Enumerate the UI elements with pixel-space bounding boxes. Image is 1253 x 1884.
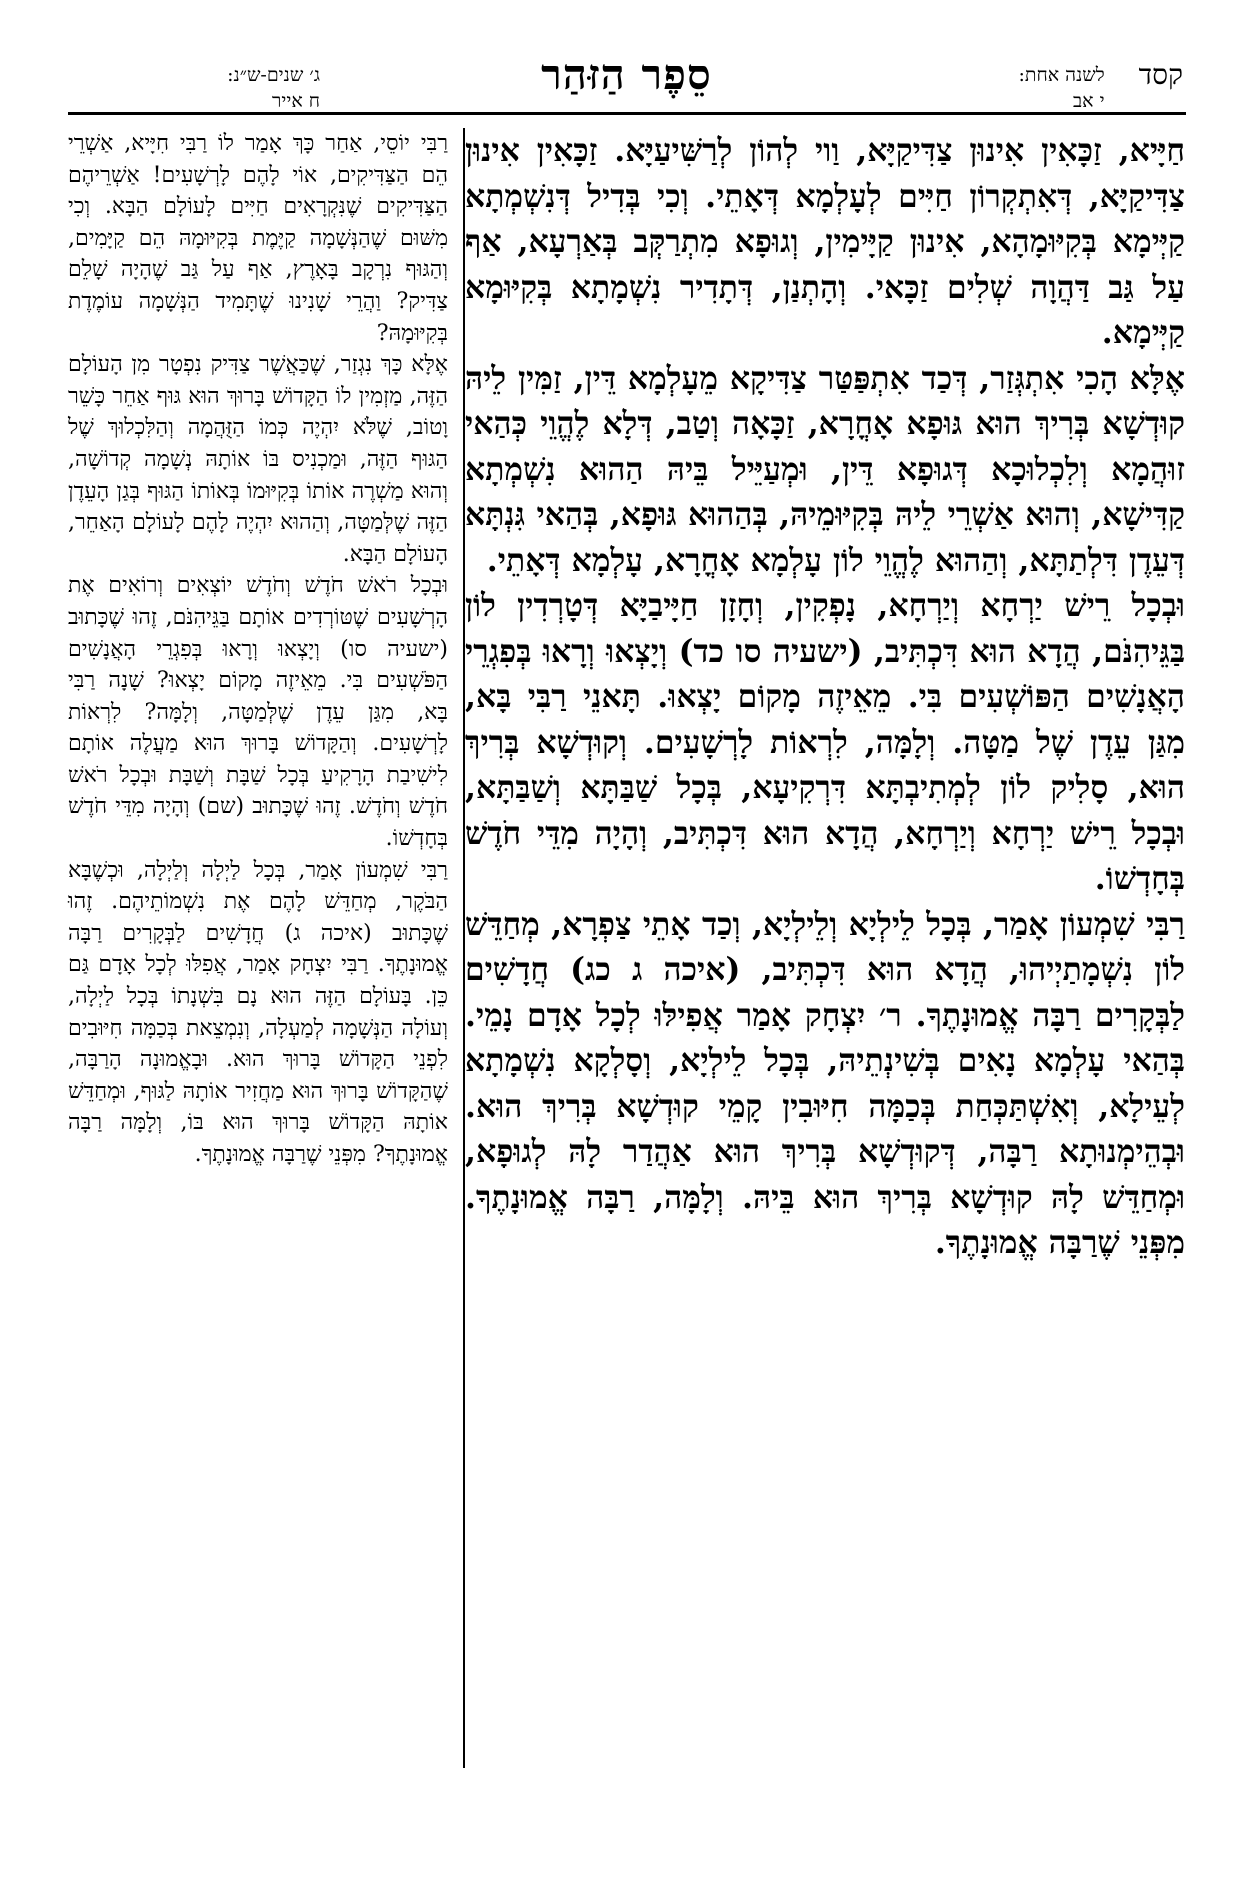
main-paragraph-1: חַיָּיא, זַכָּאִין אִינוּן צַדִּיקַיָּא, וַוי לְהוֹן לְרַשִּׁיעַיָּא. זַכָּאִין אִינוּן צַדִּיקַיָּא, דְּאִתְקְרוֹן חַיִּים לְעָלְמָא דְּאָתֵי. וְכִי בְּדִיל דְּנִשְׁמְתָא קַיְּימָא בְּקִיּוּמָהָא, אִינוּן קַיָּימִין, וְגוּפָא מִתְרַקְּב בְּאַרְעָא, אַף עַל גַּב דַּהֲוָה שְׁלִים זַכָּאי. וְהָתְנַן, דְּתָדִיר נִשְׁמָתָא בְּקִיּוּמָא קַיְּימָא.	[465, 132, 1185, 351]
side-paragraph-1: רַבִּי יוֹסֵי, אַחַר כָּךְ אָמַר לוֹ רַבִּי חִיָּיא, אַשְׁרֵי הֵם הַצַּדִּיקִים, אוֹי לָהֶם לָרְשָׁעִים! אַשְׁרֵיהֶם הַצַּדִּיקִים שֶׁנִּקְרָאִים חַיִּים לָעוֹלָם הַבָּא. וְכִי מִשּׁוּם שֶׁהַנְּשָׁמָה קַיֶּמֶת בְּקִיּוּמָהּ הֵם קַיָּמִים, וְהַגּוּף נִרְקָב בָּאָרֶץ, אַף עַל גַּב שֶׁהָיָה שָׁלֵם צַדִּיק? וַהֲרֵי שָׁנִינוּ שֶׁתָּמִיד הַנְּשָׁמָה עוֹמֶדֶת בְּקִיּוּמָהּ?	[68, 131, 448, 346]
page-title: סֵפֶר הַזּהַר	[541, 50, 712, 99]
side-paragraph-4: רַבִּי שִׁמְעוֹן אָמַר, בְּכָל לַיְלָה וְלַיְלָה, וּכְשֶׁבָּא הַבֹּקֶר, מְחַדֵּשׁ לָהֶם אֶת נִשְׁמוֹתֵיהֶם. זֶהוּ שֶׁכָּתוּב (איכה ג) חֲדָשִׁים לַבְּקָרִים רַבָּה אֱמוּנָתֶךָ. רַבִּי יִצְחָק אָמַר, אֲפִלּוּ לְכָל אָדָם גַּם כֵּן. בָּעוֹלָם הַזֶּה הוּא נָם בִּשְׁנָתוֹ בְּכָל לַיְלָה, וְעוֹלָה הַנְּשָׁמָה לְמַעְלָה, וְנִמְצֵאת בְּכַמָּה חִיּוּבִים לִפְנֵי הַקָּדוֹשׁ בָּרוּךְ הוּא. וּבָאֱמוּנָה הָרַבָּה, שֶׁהַקָּדוֹשׁ בָּרוּךְ הוּא מַחֲזִיר אוֹתָהּ לַגּוּף, וּמְחַדֵּשׁ אוֹתָהּ הַקָּדוֹשׁ בָּרוּךְ הוּא בּוֹ, וְלָמָּה רַבָּה אֱמוּנָתֶךָ? מִפְּנֵי שֶׁרַבָּה אֱמוּנָתֶךָ.	[68, 857, 448, 1167]
header-left-line2: ח אייר	[272, 90, 320, 112]
main-paragraph-3: וּבְכָל רֵישׁ יַרְחָא וְיַרְחָא, נָפְקִין, וְחָזָן חַיָּיבַיָּא דְּטָרְדִין לוֹן בַּגֵּיהִנֹּם, הֲדָא הוּא דִּכְתִּיב, (ישעיה סו כד) וְיָצְאוּ וְרָאוּ בְּפִגְרֵי הָאֲנָשִׁים הַפּוֹשְׁעִים בִּי. מֵאֵיזֶה מָקוֹם יָצְאוּ. תָּאנֵי רַבִּי בָּא, מִגַּן עֵדֶן שֶׁל מַטָּה. וְלָמָּה, לִרְאוֹת לָרְשָׁעִים. וְקוּדְשָׁא בְּרִיךְ הוּא, סָלִיק לוֹן לְמְתִיבְתָּא דִּרְקִיעָא, בְּכָל שַׁבַּתָּא וְשַׁבַּתָּא, וּבְכָל רֵישׁ יַרְחָא וְיַרְחָא, הֲדָא הוּא דִּכְתִּיב, וְהָיָה מִדֵּי חֹדֶשׁ בְּחָדְשׁוֹ.	[465, 587, 1185, 897]
main-paragraph-2: אֶלָּא הָכִי אִתְגְּזַר, דְּכַד אִתְפַּטַּר צַדִּיקָא מֵעָלְמָא דֵּין, זַמִּין לֵיהּ קוּדְשָׁא בְּרִיךְ הוּא גּוּפָא אָחֳרָא, זַכָּאָה וְטַב, דְּלָא לֶהֱוֵי כְּהַאי זוּהֲמָא וְלִכְלוּכָא דְּגוּפָא דֵּין, וּמְעַיֵּיל בֵּיהּ הַהוּא נִשְׁמְתָא קַדִּישָׁא, וְהוּא אַשְׁרֵי לֵיהּ בְּקִיּוּמֵיהּ, בְּהַהוּא גּוּפָא, בְּהַאי גִּנְתָּא דְּעֵדֶן דִּלְתַתָּא, וְהַהוּא לֶהֱוֵי לוֹן עָלְמָא אָחֳרָא, עָלְמָא דְּאָתֵי.	[465, 359, 1185, 579]
side-column	[68, 128, 448, 1171]
header-rule	[68, 112, 1186, 115]
column-divider	[463, 128, 465, 1768]
side-paragraph-2: אֶלָּא כָּךְ נִגְזַר, שֶׁכַּאֲשֶׁר צַדִּיק נִפְטָר מִן הָעוֹלָם הַזֶּה, מַזְמִין לוֹ הַקָּדוֹשׁ בָּרוּךְ הוּא גּוּף אַחֵר כָּשֵׁר וָטוֹב, שֶׁלֹּא יִהְיֶה כְּמוֹ הַזֻּהֲמָה וְהַלִּכְלוּךְ שֶׁל הַגּוּף הַזֶּה, וּמַכְנִיס בּוֹ אוֹתָהּ נְשָׁמָה קְדוֹשָׁה, וְהוּא מַשְׁרֶה אוֹתוֹ בְּקִיּוּמוֹ בְּאוֹתוֹ הַגּוּף בְּגַן הָעֵדֶן הַזֶּה שֶׁלְּמַטָּה, וְהַהוּא יִהְיֶה לָהֶם לָעוֹלָם הָאַחֵר, הָעוֹלָם הַבָּא.	[68, 352, 448, 567]
header-left-line1: ג׳ שנים-ש״נ:	[227, 64, 320, 86]
page-number: קסד	[1138, 58, 1183, 91]
header-right-line2: י אב	[1073, 90, 1105, 112]
side-paragraph-3: וּבְכָל רֹאשׁ חֹדֶשׁ וְחֹדֶשׁ יוֹצְאִים וְרוֹאִים אֶת הָרְשָׁעִים שֶׁטּוֹרְדִים אוֹתָם בַּגֵּיהִנֹּם, זֶהוּ שֶׁכָּתוּב (ישעיה סו) וְיָצְאוּ וְרָאוּ בְּפִגְרֵי הָאֲנָשִׁים הַפֹּשְׁעִים בִּי. מֵאֵיזֶה מָקוֹם יָצְאוּ? שָׁנָה רַבִּי בָּא, מִגַּן עֵדֶן שֶׁלְּמַטָּה, וְלָמָּה? לִרְאוֹת לָרְשָׁעִים. וְהַקָּדוֹשׁ בָּרוּךְ הוּא מַעֲלֶה אוֹתָם לִישִׁיבַת הָרָקִיעַ בְּכָל שַׁבָּת וְשַׁבָּת וּבְכָל רֹאשׁ חֹדֶשׁ וְחֹדֶשׁ. זֶהוּ שֶׁכָּתוּב (שם) וְהָיָה מִדֵּי חֹדֶשׁ בְּחָדְשׁוֹ.	[68, 573, 448, 852]
header-left-stack	[70, 62, 320, 114]
main-paragraph-4: רַבִּי שִׁמְעוֹן אָמַר, בְּכָל לֵילְיָא וְלֵילְיָא, וְכַד אָתֵי צַפְרָא, מְחַדֵּשׁ לוֹן נִשְׁמָתַיְיהוּ, הֲדָא הוּא דִּכְתִּיב, (איכה ג כג) חֲדָשִׁים לַבְּקָרִים רַבָּה אֱמוּנָתֶךָ. ר׳ יִצְחָק אָמַר אֲפִילּוּ לְכָל אָדָם נָמֵי. בְּהַאי עָלְמָא נָאִים בְּשִׁינְתֵיהּ, בְּכָל לֵילְיָא, וְסָלְקָא נִשְׁמָתָא לְעֵילָא, וְאִשְׁתַּכְּחַת בְּכַמָּה חִיּוּבִין קָמֵי קוּדְשָׁא בְּרִיךְ הוּא. וּבְהֵימְנוּתָא רַבָּה, דְּקוּדְשָׁא בְּרִיךְ הוּא אַהֲדַר לָהּ לְגוּפָא, וּמְחַדֵּשׁ לָהּ קוּדְשָׁא בְּרִיךְ הוּא בֵּיהּ. וְלָמָּה, רַבָּה אֱמוּנָתֶךָ. מִפְּנֵי שֶׁרַבָּה אֱמוּנָתֶךָ.	[465, 905, 1185, 1261]
header-right-line1: לשנה אחת:	[1018, 64, 1105, 86]
main-column	[465, 128, 1185, 1266]
